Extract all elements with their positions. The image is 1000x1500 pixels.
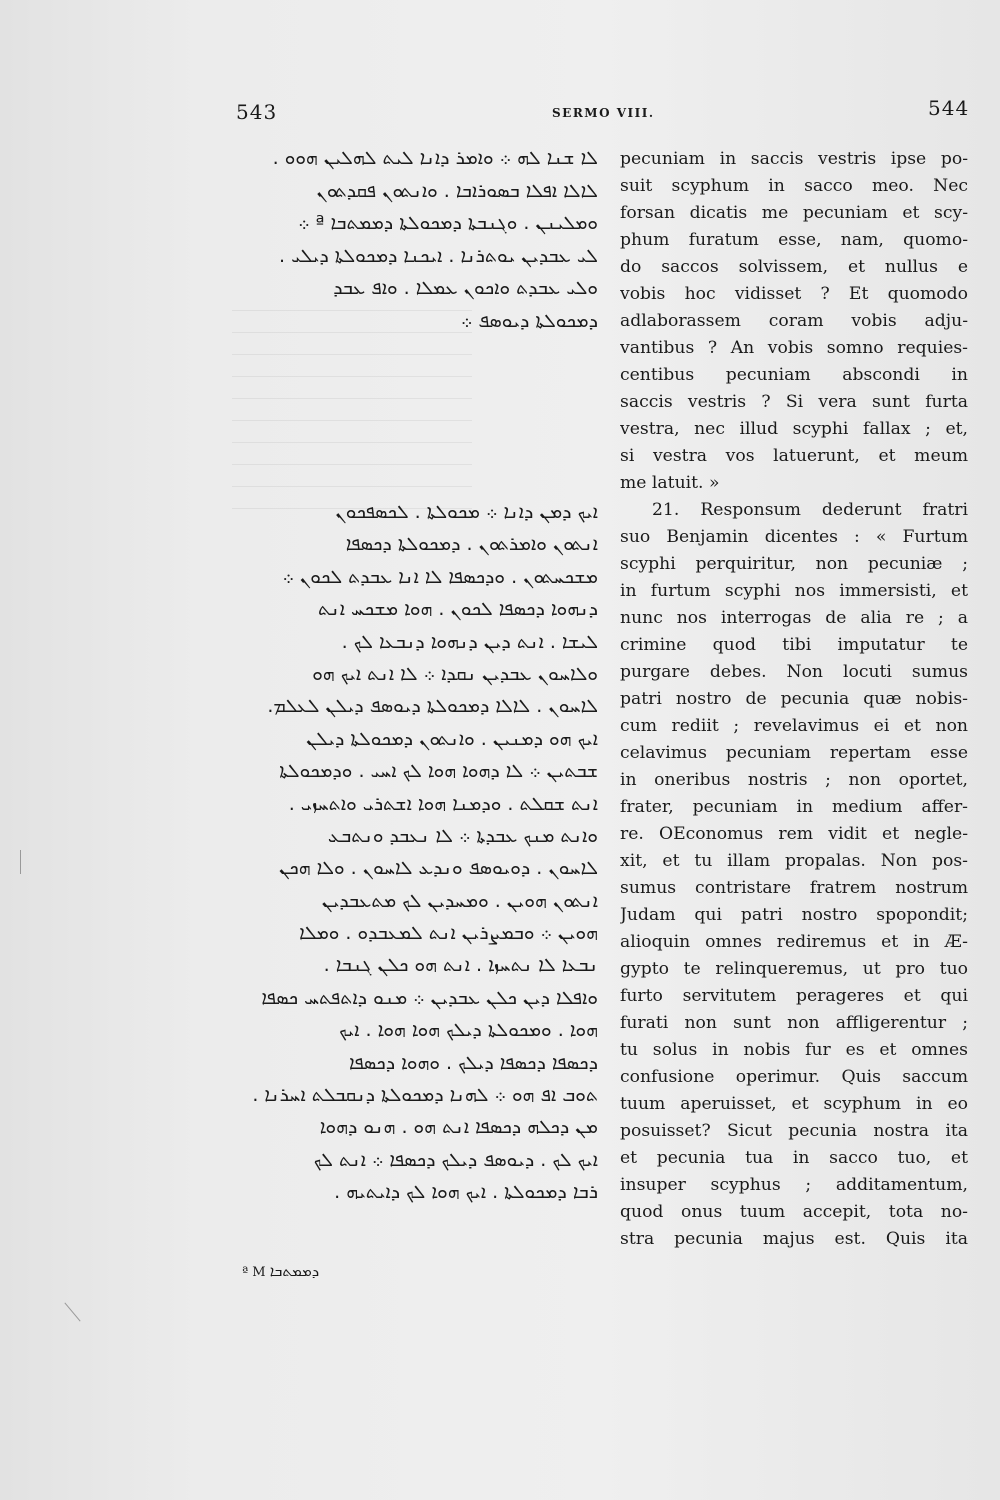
syriac-line: ܘܠܝ ܥܒܕܬ ܘܐܟܘܢ ܥܡܠܐ . ܘܐܦ ܥܒܕ [333,277,598,300]
syriac-line: ܗܘܐ . ܘܡܟܘܠܬܐ ܕܝܠܟ ܗܘܐ ܗܘܐ . ܐܝܟ [339,1019,598,1042]
latin-line: furto servitutem perageres et qui [620,986,968,1006]
syriac-line: ܠܝ ܥܒܕܝܢ ܝܘܬܪܢܐ . ܐܝܟܢܐ ܕܡܟܘܠܬܐ ܕܝܠܝ . [279,244,598,267]
syriac-line: ܠܐܚܘܢ . ܠܐܠܐ ܕܡܟܘܠܬܐ ܕܝܘܣܦ ܕܝܠܢ ܠܥܠܡ. [267,695,598,718]
running-head [0,96,1000,136]
latin-line: patri nostro de pecunia quæ nobis- [620,689,968,709]
latin-line: 21. Responsum dederunt fratri [652,500,968,520]
syriac-line: ܕܟܣܦܐ ܕܟܣܦܐ ܕܝܠܟ . ܘܗܘܐ ܕܟܣܦܐ [349,1051,598,1074]
latin-line: in furtum scyphi nos immersisti, et [620,581,968,601]
syriac-line: ܪܒܐ ܕܡܟܘܠܬܐ . ܐܝܟ ܗܘܐ ܠܟ ܕܐܝܬܝܗ . [334,1181,598,1204]
margin-mark [64,1302,80,1321]
syriac-line: ܠܐ ܫܢܐ ܠܗ ܀ ܘܐܡܪ ܕܐܢܐ ܠܝܬ ܠܗܠܝܢ ܗܘܘ . [272,147,598,169]
latin-line: xit, et tu illam propalas. Non pos- [620,851,968,871]
latin-line: crimine quod tibi imputatur te [620,635,968,655]
latin-line: pecuniam in saccis vestris ipse po- [620,149,968,169]
running-title: SERMO VIII. [552,106,655,120]
latin-line: vantibus ? An vobis somno requies- [620,338,968,358]
syriac-line: ܐܝܟ ܗܘ ܕܡܢܝܢ . ܘܐܢܬܘܢ ܕܡܟܘܠܬܐ ܕܝܠܢ [306,727,598,750]
footnote-syriac: ܕܡܡܬܒܐ [269,1262,320,1280]
syriac-text-block-2 [228,496,598,1209]
latin-line: et pecunia tua in sacco tuo, et [620,1148,968,1168]
bleed-through-texture [232,310,472,510]
latin-line: phum furatum esse, nam, quomo- [620,230,968,250]
syriac-line: ܘܐܢܬ ܡܢܟ ܥܒܕܬܐ ܀ ܠܐ ܢܥܒܕ ܘܢܬܒܥ [327,824,598,847]
syriac-line: ܡܢ ܕܟܠܗ ܕܟܣܦܐ ܐܢܬ ܗܘ . ܗܢܘ ܕܗܘܐ [319,1116,598,1139]
syriac-line: ܗܘܝܢ ܀ ܘܒܡܨܪܝܢ ܐܢܬ ܠܡܥܒܕܘ . ܘܡܠܐ [299,922,598,945]
syriac-line: ܐܢܬܘܢ ܘܐܡܪܬܘܢ . ܕܡܟܘܠܬܐ ܕܟܣܦܐ [345,533,598,556]
latin-line: nunc nos interrogas de alia re ; a [620,608,968,628]
latin-line: adlaborassem coram vobis adju- [620,311,968,331]
latin-line: re. OEconomus rem vidit et negle- [620,824,968,844]
syriac-line: ܡܫܟܚܬܘܢ . ܘܕܟܣܦܐ ܠܐ ܐܢܐ ܥܒܕܬ ܠܟܘܢ ܀ [282,565,598,588]
latin-line: stra pecunia majus est. Quis ita [620,1229,968,1249]
latin-line: furati non sunt non affligerentur ; [620,1013,968,1033]
footnote-label: ª M [242,1265,266,1280]
syriac-line: ܕܡܟܘܠܬܐ ܕܝܘܣܦ ܀ [460,309,598,332]
footnote [242,1262,319,1280]
latin-line: purgare debes. Non locuti sumus [620,662,968,682]
syriac-line: ܕܢܗܘܐ ܕܟܣܦܐ ܠܟܘܢ . ܗܘܐ ܡܫܟܚ ܐܢܬ [317,598,598,621]
latin-line: do saccos solvissem, et nullus e [620,257,968,277]
syriac-line: ܘܡܠܝܢܢ . ܘܓܢܒܬܐ ܕܡܟܘܠܬܐ ܕܡܡܬܒܐ ª ܀ [298,212,598,235]
syriac-text-block-1 [228,142,598,338]
syriac-line: ܐܝܟ ܕܡܢ ܕܐܢܐ ܀ ܡܟܘܠܬܐ . ܠܟܣܦܟܘܢ [335,501,598,523]
latin-line: alioquin omnes rediremus et in Æ- [620,932,968,952]
latin-line: vobis hoc vidisset ? Et quomodo [620,284,968,304]
latin-line: quod onus tuum accepit, tota no- [620,1202,968,1222]
latin-line: gypto te relinqueremus, ut pro tuo [620,959,968,979]
latin-line: in oneribus nostris ; non oportet, [620,770,968,790]
latin-line: tu solus in nobis fur es et omnes [620,1040,968,1060]
syriac-line: ܐܝܟ ܠܟ . ܕܝܘܣܦ ܕܝܠܟ ܕܟܣܦܐ ܀ ܐܢܬ ܠܟ [313,1148,598,1171]
latin-line: vestra, nec illud scyphi fallax ; et, [620,419,968,439]
syriac-line: ܠܐܠܐ ܐܦܠܐ ܒܣܘܪܐܒܐ . ܘܐܢܬܘܢ ܦܩܕܬܘܢ [316,179,598,202]
syriac-line: ܬܘܒ ܐܦ ܗܘ ܀ ܠܗܢܐ ܕܡܟܘܠܬܐ ܕܢܩܒܠܬ ܐܚܪܢܐ . [252,1084,598,1107]
latin-line: saccis vestris ? Si vera sunt furta [620,392,968,412]
syriac-line: ܢܒܥܐ ܠܐ ܢܬܚܙܐ . ܐܢܬ ܗܘ ܟܠܢ ܓܢܒܐ . [323,954,598,977]
latin-line: scyphi perquiritur, non pecuniæ ; [620,554,968,574]
latin-line: centibus pecuniam abscondi in [620,365,968,385]
latin-line: tuum aperuisset, et scyphum in eo [620,1094,968,1114]
latin-line: suo Benjamin dicentes : « Furtum [620,527,968,547]
latin-line: suit scyphum in sacco meo. Nec [620,176,968,196]
syriac-line: ܠܐܚܘܢ . ܕܘܝܘܣܦ ܘܢܕܥ ܠܐܚܘܢ . ܘܠܐ ܗܟܢ [279,857,598,880]
latin-line: frater, pecuniam in medium affer- [620,797,968,817]
syriac-line: ܘܠܐܚܘܢ ܥܒܕܝܢ ܢܩܕܐ ܀ ܠܐ ܐܢܬ ܐܝܟ ܗܘ [312,662,598,685]
syriac-line: ܠܝܫܐ . ܐܢܬ ܕܝܢ ܕܢܗܘܐ ܕܢܒܥܐ ܠܟ . [341,630,598,653]
latin-line: posuisset? Sicut pecunia nostra ita [620,1121,968,1141]
syriac-line: ܫܒܬܝܢ ܀ ܠܐ ܕܗܘܐ ܗܘܐ ܠܟ ܐܚܝ . ܘܕܡܟܘܠܬܐ [279,760,598,783]
latin-line: insuper scyphus ; additamentum, [620,1175,968,1195]
latin-line: me latuit. » [620,473,720,493]
latin-translation-column [620,146,968,1253]
latin-line: forsan dicatis me pecuniam et scy- [620,203,968,223]
latin-line: sumus contristare fratrem nostrum [620,878,968,898]
left-page-number: 543 [236,100,278,124]
latin-line: cum rediit ; revelavimus ei et non [620,716,968,736]
syriac-line: ܐܢܬ ܫܩܠܬ . ܘܕܡܢܐ ܗܘܐ ܐܫܬܪܝ ܘܐܬܚܙܝ . [288,792,598,815]
latin-line: confusione operimur. Quis saccum [620,1067,968,1087]
latin-line: Judam qui patri nostro spopondit; [620,905,968,925]
margin-mark [20,850,21,874]
latin-line: si vestra vos latuerunt, et meum [620,446,968,466]
latin-line: celavimus pecuniam repertam esse [620,743,968,763]
syriac-line: ܘܐܦܠܐ ܕܝܢ ܟܠܢ ܥܒܕܝܢ ܀ ܡܢܘ ܕܐܬܦܬܚ ܟܣܦܐ [261,986,598,1009]
right-page-number: 544 [928,96,970,120]
syriac-line: ܐܢܬܘܢ ܗܘܝܢ . ܘܡܚܕܝܢ ܠܟ ܡܬܥܒܕܝܢ [321,889,598,912]
